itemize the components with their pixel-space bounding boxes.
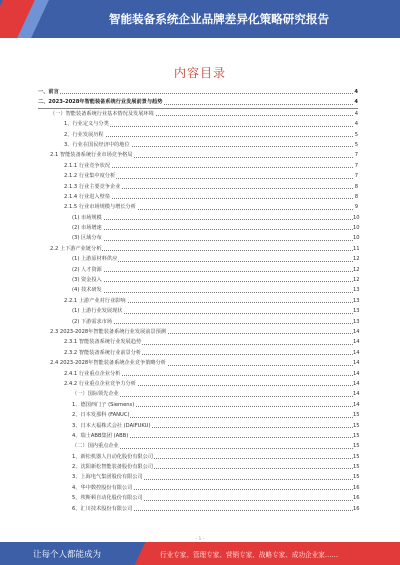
toc-entry-label: 2.1.2 行业集中度分析 — [64, 171, 116, 181]
toc-entry[interactable] — [38, 97, 358, 108]
toc-entry-page: 14 — [353, 369, 358, 379]
toc-entry[interactable] — [38, 369, 358, 379]
toc-entry-label: 2.1.3 行业主要竞争企业 — [64, 182, 121, 192]
toc-entry-label: 1、行业定义与分类 — [64, 119, 110, 129]
toc-entry[interactable] — [38, 504, 358, 514]
report-header-bar — [0, 0, 400, 38]
toc-entry-page: 14 — [353, 358, 358, 368]
toc-entry-label: (4) 技术研发 — [72, 285, 103, 295]
toc-entry[interactable] — [38, 327, 358, 337]
table-of-contents — [38, 87, 358, 514]
footer-slogan: 让每个人都能成为 — [33, 550, 102, 560]
toc-entry-page: 5 — [353, 130, 358, 140]
toc-entry[interactable] — [38, 472, 358, 482]
toc-entry[interactable] — [38, 358, 358, 368]
toc-entry[interactable] — [38, 389, 358, 399]
toc-entry-page: 12 — [353, 254, 358, 264]
toc-entry-page: 15 — [353, 472, 358, 482]
toc-entry[interactable] — [38, 421, 358, 431]
toc-entry[interactable] — [38, 223, 358, 233]
toc-entry[interactable] — [38, 348, 358, 358]
toc-entry-label: 1、新松机器人自动化股份有限公司 — [72, 452, 154, 462]
toc-entry-page: 4 — [353, 109, 358, 119]
toc-entry-label: (1) 上游行业发展现状 — [72, 306, 124, 316]
toc-entry-page: 5 — [353, 140, 358, 150]
toc-entry[interactable] — [38, 275, 358, 285]
toc-entry-page: 4 — [353, 119, 358, 129]
toc-entry-page: 12 — [353, 275, 358, 285]
toc-entry-label: （二）国内重点企业 — [72, 441, 120, 451]
toc-entry-label: 6、汇川技术股份有限公司 — [72, 504, 133, 514]
toc-entry[interactable] — [38, 462, 358, 472]
toc-entry-label: (1) 市场规模 — [72, 213, 103, 223]
toc-dot-leader — [38, 93, 353, 94]
toc-entry-label: (3) 资金投入 — [72, 275, 103, 285]
toc-entry-page: 13 — [353, 296, 358, 306]
toc-entry-page: 15 — [353, 452, 358, 462]
toc-entry[interactable] — [38, 171, 358, 181]
toc-entry[interactable] — [38, 161, 358, 171]
toc-heading: 内容目录 — [173, 66, 226, 80]
toc-dot-leader — [72, 240, 353, 241]
toc-entry-label: (1) 上游原材料供应 — [72, 254, 118, 264]
toc-entry-label: 2、沈阳新松智能装备股份有限公司 — [72, 462, 154, 472]
toc-entry[interactable] — [38, 150, 358, 160]
toc-entry-label: 2.4.1 行业重点企业分析 — [64, 369, 121, 379]
toc-entry[interactable] — [38, 483, 358, 493]
toc-entry-page: 8 — [353, 182, 358, 192]
toc-dot-leader — [72, 292, 353, 293]
toc-entry-page: 10 — [353, 233, 358, 243]
toc-entry-page: 16 — [353, 493, 358, 503]
toc-entry[interactable] — [38, 452, 358, 462]
toc-entry[interactable] — [38, 244, 358, 254]
toc-entry-page: 15 — [353, 462, 358, 472]
toc-entry-page: 4 — [353, 97, 358, 107]
toc-entry-label: (3) 区域分布 — [72, 233, 103, 243]
toc-entry-label: 二、2023-2028年智能装备系统行业发展前景与趋势 — [38, 97, 163, 107]
toc-entry-label: 2.1.1 行业竞争状况 — [64, 161, 111, 171]
toc-entry-page: 4 — [353, 87, 358, 97]
toc-entry[interactable] — [38, 140, 358, 150]
toc-entry-page: 8 — [353, 192, 358, 202]
toc-entry-label: 3、日本大福株式会社 (DAIFUKU) — [72, 421, 152, 431]
toc-entry-label: 一、前言 — [38, 87, 60, 97]
toc-entry[interactable] — [38, 431, 358, 441]
toc-entry-label: 2.4.2 行业重点企业竞争力分析 — [64, 379, 137, 389]
toc-dot-leader — [72, 271, 353, 272]
toc-entry[interactable] — [38, 109, 358, 119]
toc-entry-page: 14 — [353, 400, 358, 410]
toc-entry-label: 4、华中数控股份有限公司 — [72, 483, 133, 493]
toc-entry-label: 3、行业在国民经济中的地位 — [64, 140, 131, 150]
toc-entry[interactable] — [38, 337, 358, 347]
toc-entry-page: 12 — [353, 265, 358, 275]
toc-dot-leader — [72, 281, 353, 282]
toc-entry[interactable] — [38, 285, 358, 295]
toc-entry-label: (2) 人才资源 — [72, 265, 103, 275]
toc-entry[interactable] — [38, 410, 358, 420]
toc-entry[interactable] — [38, 87, 358, 97]
toc-dot-leader — [64, 136, 353, 137]
footer-bar — [0, 542, 400, 565]
toc-entry-page: 15 — [353, 441, 358, 451]
toc-entry-page: 15 — [353, 431, 358, 441]
toc-entry[interactable] — [38, 182, 358, 192]
toc-entry-label: （一）国际领先企业 — [72, 389, 120, 399]
toc-entry[interactable] — [38, 213, 358, 223]
page-number: - 1 - — [195, 537, 205, 542]
toc-entry-label: 5、埃斯顿自动化股份有限公司 — [72, 493, 144, 503]
toc-entry-page: 10 — [353, 223, 358, 233]
toc-entry-label: 2.3.1 智能装备系统行业发展趋势 — [64, 337, 142, 347]
toc-entry-page: 14 — [353, 379, 358, 389]
toc-entry-label: 2.3.2 智能装备系统行业前景分析 — [64, 348, 142, 358]
footer-tags: 行业专家、管理专家、营销专家、战略专家、成功企业家…… — [160, 551, 339, 559]
toc-entry-label: (2) 下游需求市场 — [72, 317, 113, 327]
toc-entry-label: 1、德国西门子 (Siemens) — [72, 400, 135, 410]
toc-dot-leader — [72, 323, 353, 324]
report-title: 智能装备系统企业品牌差异化策略研究报告 — [108, 12, 330, 26]
toc-entry-label: 2.1.4 行业进入壁垒 — [64, 192, 111, 202]
toc-entry-page: 16 — [353, 483, 358, 493]
toc-entry-page: 14 — [353, 337, 358, 347]
toc-entry-label: 3、上海电气集团股份有限公司 — [72, 472, 144, 482]
toc-entry-label: 2.3 2023-2028年智能装备系统行业发展前景预测 — [50, 327, 167, 337]
toc-entry[interactable] — [38, 202, 358, 212]
toc-entry[interactable] — [38, 296, 358, 306]
toc-entry-page: 14 — [353, 389, 358, 399]
toc-entry-label: 2.4 2023-2028年智能装备系统企业竞争策略分析 — [50, 358, 167, 368]
toc-entry-label: 2.2.1 上游产业对行业影响 — [64, 296, 127, 306]
toc-entry-label: 2.1.5 行业市场规模与增长分析 — [64, 202, 137, 212]
toc-entry[interactable] — [38, 130, 358, 140]
toc-entry-page: 14 — [353, 348, 358, 358]
toc-entry-label: (2) 市场增速 — [72, 223, 103, 233]
toc-entry[interactable] — [38, 400, 358, 410]
toc-entry-label: 4、瑞士ABB集团 (ABB) — [72, 431, 129, 441]
toc-entry-label: 2、日本发那科 (FANUC) — [72, 410, 130, 420]
toc-entry[interactable] — [38, 192, 358, 202]
toc-entry[interactable] — [38, 119, 358, 129]
toc-entry[interactable] — [38, 317, 358, 327]
toc-entry-page: 7 — [353, 171, 358, 181]
toc-entry-label: （一）智能装备系统行业基本情况及发展环境 — [50, 109, 155, 119]
toc-entry-page: 13 — [353, 285, 358, 295]
toc-entry-page: 13 — [353, 317, 358, 327]
toc-entry-label: 2.1 智能装备系统行业市场竞争格局 — [50, 150, 134, 160]
toc-entry[interactable] — [38, 441, 358, 451]
toc-entry[interactable] — [38, 254, 358, 264]
toc-dot-leader — [72, 219, 353, 220]
toc-entry-page: 11 — [353, 244, 358, 254]
toc-entry-page: 7 — [353, 161, 358, 171]
toc-entry-page: 13 — [353, 306, 358, 316]
toc-entry-page: 15 — [353, 410, 358, 420]
toc-entry[interactable] — [38, 379, 358, 389]
toc-entry-page: 9 — [353, 202, 358, 212]
toc-entry-label: 2、行业发展历程 — [64, 130, 105, 140]
toc-entry[interactable] — [38, 265, 358, 275]
toc-dot-leader — [72, 229, 353, 230]
toc-entry-page: 10 — [353, 213, 358, 223]
toc-entry-page: 7 — [353, 150, 358, 160]
toc-entry[interactable] — [38, 493, 358, 503]
toc-entry[interactable] — [38, 306, 358, 316]
toc-entry[interactable] — [38, 233, 358, 243]
toc-entry-page: 16 — [353, 504, 358, 514]
toc-entry-page: 15 — [353, 421, 358, 431]
toc-entry-label: 2.2 上下游产业链分析 — [50, 244, 102, 254]
toc-entry-page: 14 — [353, 327, 358, 337]
